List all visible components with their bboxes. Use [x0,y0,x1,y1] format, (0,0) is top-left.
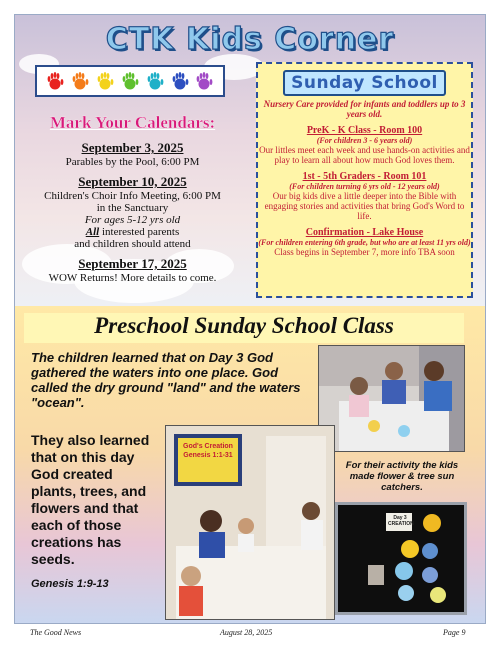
emphasis-text: All [85,226,100,238]
class-description: Our big kids dive a little deeper into the Bible with engaging stories and activities that bring God's Word to life. [264,191,465,221]
preschool-title: Preschool Sunday School Class [24,313,464,343]
preschool-paragraph: They also learned that on this day God created plants, trees, and flowers and that each of those creations has seeds. [31,432,150,567]
class-ages: (For children entering 6th grade, but who are at least 11 yrs old) [258,238,471,247]
bible-verse: Genesis 1:9-13 [31,578,109,590]
day-three-sign: Day 3 CREATION [388,515,414,527]
calendar-heading: Mark Your Calendars: [49,113,216,132]
event-date: September 17, 2025 [78,256,187,271]
page-frame [14,14,486,624]
event-date: September 3, 2025 [81,140,184,155]
event-detail: WOW Returns! More details to come. [48,272,217,284]
page-footer [0,628,500,642]
event-detail: For ages 5-12 yrs old [84,214,181,226]
class-title: PreK - K Class - Room 100 [306,125,423,136]
event-detail: Children's Choir Info Meeting, 6:00 PM [44,190,221,202]
class-title: 1st - 5th Graders - Room 101 [302,171,427,182]
board-verse: Genesis 1:1-31 [183,452,233,459]
event-detail-rest: interested parents [99,226,180,238]
event-date: September 10, 2025 [78,174,187,189]
preschool-paragraph: The children learned that on Day 3 God gathered the waters into one place. God called the dry ground "land" and the waters "ocean". [31,350,301,410]
sunday-school-title: Sunday School [283,70,446,96]
event-detail: and children should attend [74,238,191,250]
class-description: Our littles meet each week and use hands-on activities and play to learn all about how much God loves them. [259,145,470,165]
footer-publication: The Good News [30,628,82,637]
event-detail: in the Sanctuary [96,202,169,214]
footer-date: August 28, 2025 [220,628,273,637]
board-title: God's Creation [183,443,233,450]
class-ages: (For children turning 6 yrs old - 12 years old) [289,182,440,191]
class-title: Confirmation - Lake House [305,227,424,238]
class-ages: (For children 3 - 6 years old) [316,136,413,145]
nursery-note: Nursery Care provided for infants and toddlers up to 3 years old. [263,99,466,119]
footer-page-number: Page 9 [443,628,466,637]
activity-caption: For their activity the kids made flower & tree sun catchers. [345,460,459,493]
event-detail: Parables by the Pool, 6:00 PM [65,156,200,168]
class-description: Class begins in September 7, more info TBA soon [274,247,455,257]
page-title: CTK Kids Corner [105,22,395,57]
